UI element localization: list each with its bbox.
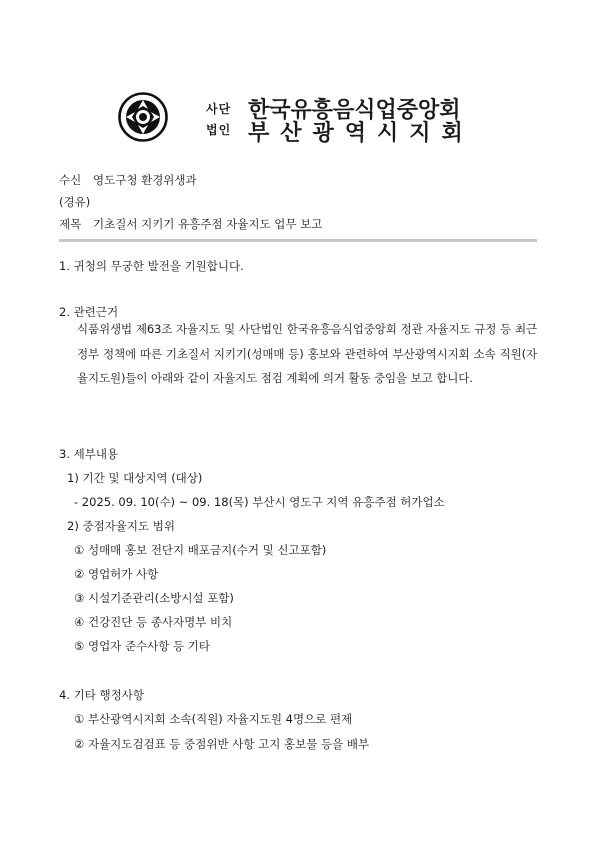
divider-rule (59, 239, 537, 242)
section-3-2-title: 2) 중점자율지도 범위 (67, 519, 175, 533)
association-emblem-icon (118, 92, 168, 142)
subject-label: 제목 (59, 217, 82, 231)
list-item: ③ 시설기준관리(소방시설 포함) (74, 591, 234, 605)
via-line: (경유) (59, 195, 91, 209)
list-item: ② 자율지도검검표 등 중점위반 사항 고지 홍보물 등을 배부 (74, 737, 370, 751)
org-name-line2: 부산광역시지회 (248, 121, 474, 146)
org-prefix-line2: 법인 (206, 123, 232, 137)
org-prefix-line1: 사단 (206, 102, 232, 116)
recipient-label: 수신 (59, 173, 82, 187)
section-3-1-text: - 2025. 09. 10(수) ~ 09. 18(목) 부산시 영도구 지역 유흥주점 허가업소 (74, 495, 445, 509)
section-3-1-title: 1) 기간 및 대상지역 (대상) (67, 471, 203, 485)
recipient-line (59, 172, 197, 188)
list-item: ④ 건강진단 등 종사자명부 비치 (74, 615, 233, 629)
subject-value: 기초질서 지키기 유흥주점 자율지도 업무 보고 (93, 217, 323, 231)
section-4-title: 4. 기타 행정사항 (59, 688, 144, 702)
list-item: ① 부산광역시지회 소속(직원) 자율지도원 4명으로 편제 (74, 712, 353, 726)
list-item: ② 영업허가 사항 (74, 567, 159, 581)
recipient-value: 영도구청 환경위생과 (93, 173, 197, 187)
list-item: ⑤ 영업자 준수사항 등 기타 (74, 639, 211, 653)
section-2-title: 2. 관련근거 (59, 305, 119, 319)
section-3-title: 3. 세부내용 (59, 447, 119, 461)
subject-line (59, 216, 322, 232)
org-name-line1: 한국유흥음식업중앙회 (248, 98, 461, 123)
section-1: 1. 귀청의 무궁한 발전을 기원합니다. (59, 259, 244, 273)
section-2-text: 식품위생법 제63조 자율지도 및 사단법인 한국유흥음식업중앙회 정관 자율지도 규정 등 최근 정부 정책에 따른 기초질서 지키기(성매매 등) 홍보와 관련하여 부산광역시지회 소속 직원(자율지도원)들이 아래와 같이 자율지도 점검 계획에 의거 활동 중임을 보고 합니다. (77, 322, 537, 385)
list-item: ① 성매매 홍보 전단지 배포금지(수거 및 신고포함) (74, 543, 327, 557)
